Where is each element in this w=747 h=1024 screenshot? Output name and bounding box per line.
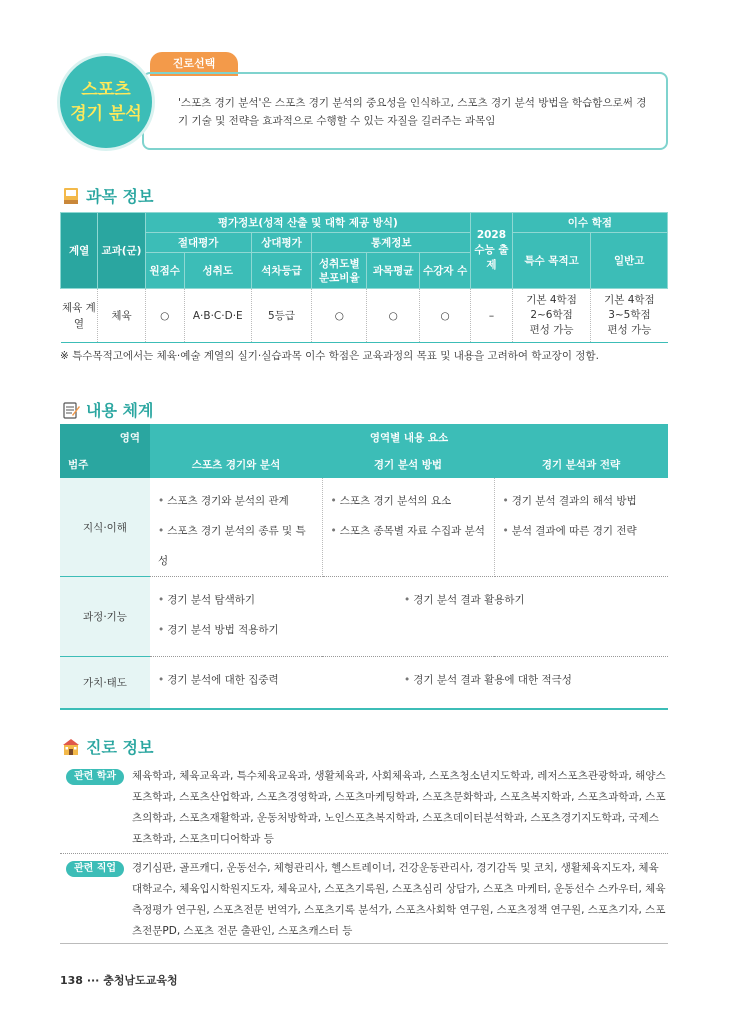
book-icon bbox=[62, 187, 80, 205]
header-subject: 교과(군) bbox=[98, 213, 145, 289]
content-system-table bbox=[60, 424, 668, 710]
cell-special bbox=[512, 289, 591, 343]
section-title: 내용 체계 bbox=[86, 401, 154, 420]
school-icon bbox=[62, 738, 80, 756]
table-row bbox=[60, 577, 668, 657]
table-note: ※ 특수목적고에서는 체육·예술 계열의 실기·실습과목 이수 학점은 교육과정의 목표 및 내용을 고려하여 학교장이 정함. bbox=[60, 350, 599, 362]
header-domain: 영역 bbox=[60, 424, 150, 450]
cell-col2: • 스포츠 경기 분석의 요소 • 스포츠 종목별 자료 수집과 분석 bbox=[322, 478, 494, 577]
cell-left: • 경기 분석에 대한 집중력 bbox=[150, 657, 494, 709]
jobs-label: 관련 직업 bbox=[66, 861, 124, 877]
cell-count: ○ bbox=[420, 289, 471, 343]
footer-separator: ··· bbox=[86, 974, 100, 987]
header-credit: 이수 학점 bbox=[512, 213, 667, 233]
header-relative: 상대평가 bbox=[251, 233, 312, 253]
section-title: 과목 정보 bbox=[86, 187, 154, 206]
cell-col3: • 경기 분석 결과의 해석 방법 • 분석 결과에 따른 경기 전략 bbox=[494, 478, 668, 577]
section-title: 진로 정보 bbox=[86, 738, 154, 757]
cell-ratio: ○ bbox=[312, 289, 367, 343]
cell-field: 체육 계열 bbox=[61, 289, 98, 343]
list-item: 경기 분석 결과 활용에 대한 적극성 bbox=[413, 674, 572, 686]
list-item: 스포츠 종목별 자료 수집과 분석 bbox=[339, 525, 485, 537]
header-avg: 과목평균 bbox=[367, 253, 420, 289]
header-eval: 평가정보(성적 산출 및 대학 제공 방식) bbox=[145, 213, 470, 233]
cell-right: • 경기 분석 결과 활용하기 bbox=[494, 577, 668, 657]
general-line-3: 편성 가능 bbox=[607, 324, 652, 336]
category-value: 가치·태도 bbox=[60, 657, 150, 709]
special-line-3: 편성 가능 bbox=[529, 324, 574, 336]
header-stat: 통계정보 bbox=[312, 233, 471, 253]
special-line-1: 기본 4학점 bbox=[526, 294, 577, 306]
list-item: 경기 분석 방법 적용하기 bbox=[167, 624, 279, 636]
departments-label: 관련 학과 bbox=[66, 769, 124, 785]
cell-grade: 5등급 bbox=[251, 289, 312, 343]
section-career-info bbox=[62, 735, 153, 758]
list-item: 스포츠 경기 분석의 요소 bbox=[339, 495, 452, 507]
header-special: 특수 목적고 bbox=[512, 233, 591, 289]
cell-subject: 체육 bbox=[98, 289, 145, 343]
header-grade: 석차등급 bbox=[251, 253, 312, 289]
cell-avg: ○ bbox=[367, 289, 420, 343]
special-line-2: 2~6학점 bbox=[530, 309, 573, 321]
general-line-2: 3~5학점 bbox=[608, 309, 651, 321]
list-item: 경기 분석에 대한 집중력 bbox=[167, 674, 279, 686]
list-item: 경기 분석 결과의 해석 방법 bbox=[511, 495, 637, 507]
list-item: 스포츠 경기 분석의 종류 및 특성 bbox=[158, 525, 306, 567]
section-content-system bbox=[62, 398, 153, 421]
clipboard-icon bbox=[62, 401, 80, 419]
cell-right: • 경기 분석 결과 활용에 대한 적극성 bbox=[494, 657, 668, 709]
list-item: 경기 분석 탐색하기 bbox=[167, 594, 256, 606]
title-line-2: 경기 분석 bbox=[70, 104, 142, 124]
table-row bbox=[60, 657, 668, 709]
title-line-1: 스포츠 bbox=[81, 80, 131, 100]
general-line-1: 기본 4학점 bbox=[604, 294, 655, 306]
header-ratio: 성취도별 분포비율 bbox=[312, 253, 367, 289]
table-row bbox=[60, 478, 668, 577]
list-item: 경기 분석 결과 활용하기 bbox=[413, 594, 525, 606]
list-item: 스포츠 경기와 분석의 관계 bbox=[167, 495, 289, 507]
cell-exam: – bbox=[471, 289, 513, 343]
list-item: 분석 결과에 따른 경기 전략 bbox=[511, 525, 637, 537]
header-achieve: 성취도 bbox=[184, 253, 251, 289]
cell-achieve: A·B·C·D·E bbox=[184, 289, 251, 343]
cell-general bbox=[591, 289, 668, 343]
career-departments bbox=[60, 766, 668, 854]
description-box bbox=[142, 72, 668, 150]
jobs-text: 경기심판, 골프캐디, 운동선수, 체형관리사, 헬스트레이너, 건강운동관리사, 경기감독 및 코치, 생활체육지도자, 체육대학교수, 체육입시학원지도자, 체육교사, 스포츠기록원, 스포츠심리 상담가, 스포츠 마케터, 운동선수 스카우터, 체육측정평가 연구원, 스포츠전문 번역가, 스포츠기록 분석가, 스포츠사회학 연구원, 스포츠정책 연구원, 스포츠기자, 스포츠전문PD, 스포츠 전문 출판인, 스포츠캐스터 등 bbox=[132, 862, 666, 937]
career-jobs bbox=[60, 858, 668, 944]
header-raw: 원점수 bbox=[145, 253, 184, 289]
cell-col1: • 스포츠 경기와 분석의 관계 • 스포츠 경기 분석의 종류 및 특성 bbox=[150, 478, 322, 577]
table-row bbox=[61, 289, 668, 343]
description-text: '스포츠 경기 분석'은 스포츠 경기 분석의 중요성을 인식하고, 스포츠 경기 분석 방법을 학습함으로써 경기 기술 및 전략을 효과적으로 수행할 수 있는 자질을 길러주는 과목임 bbox=[178, 97, 647, 127]
header-count: 수강자 수 bbox=[420, 253, 471, 289]
category-process: 과정·기능 bbox=[60, 577, 150, 657]
subject-info-table bbox=[60, 212, 668, 343]
header-col3: 경기 분석과 전략 bbox=[494, 450, 668, 478]
title-badge bbox=[60, 56, 152, 148]
cell-left: • 경기 분석 탐색하기 • 경기 분석 방법 적용하기 bbox=[150, 577, 494, 657]
header-elements: 영역별 내용 요소 bbox=[150, 424, 668, 450]
page-footer bbox=[60, 972, 178, 988]
header-field: 계열 bbox=[61, 213, 98, 289]
header-general: 일반고 bbox=[591, 233, 668, 289]
header-absolute: 절대평가 bbox=[145, 233, 251, 253]
cell-raw: ○ bbox=[145, 289, 184, 343]
category-tag: 진로선택 bbox=[150, 52, 238, 76]
category-knowledge: 지식·이해 bbox=[60, 478, 150, 577]
header-col2: 경기 분석 방법 bbox=[322, 450, 494, 478]
header-col1: 스포츠 경기와 분석 bbox=[150, 450, 322, 478]
header-2028: 2028 수능 출제 bbox=[471, 213, 513, 289]
page-number: 138 bbox=[60, 974, 83, 987]
departments-text: 체육학과, 체육교육과, 특수체육교육과, 생활체육과, 사회체육과, 스포츠청소년지도학과, 레저스포츠관광학과, 해양스포츠학과, 스포츠산업학과, 스포츠경영학과, 스포츠마케팅학과, 스포츠문화학과, 스포츠복지학과, 스포츠과학과, 스포츠의학과, 스포츠재활학과, 운동처방학과, 노인스포츠복지학과, 스포츠데이터분석학과, 스포츠경기지도학과, 국제스포츠학과, 스포츠미디어학과 등 bbox=[132, 770, 666, 845]
publisher: 충청남도교육청 bbox=[103, 974, 178, 987]
section-subject-info bbox=[62, 184, 153, 207]
header-category: 범주 bbox=[60, 450, 150, 478]
